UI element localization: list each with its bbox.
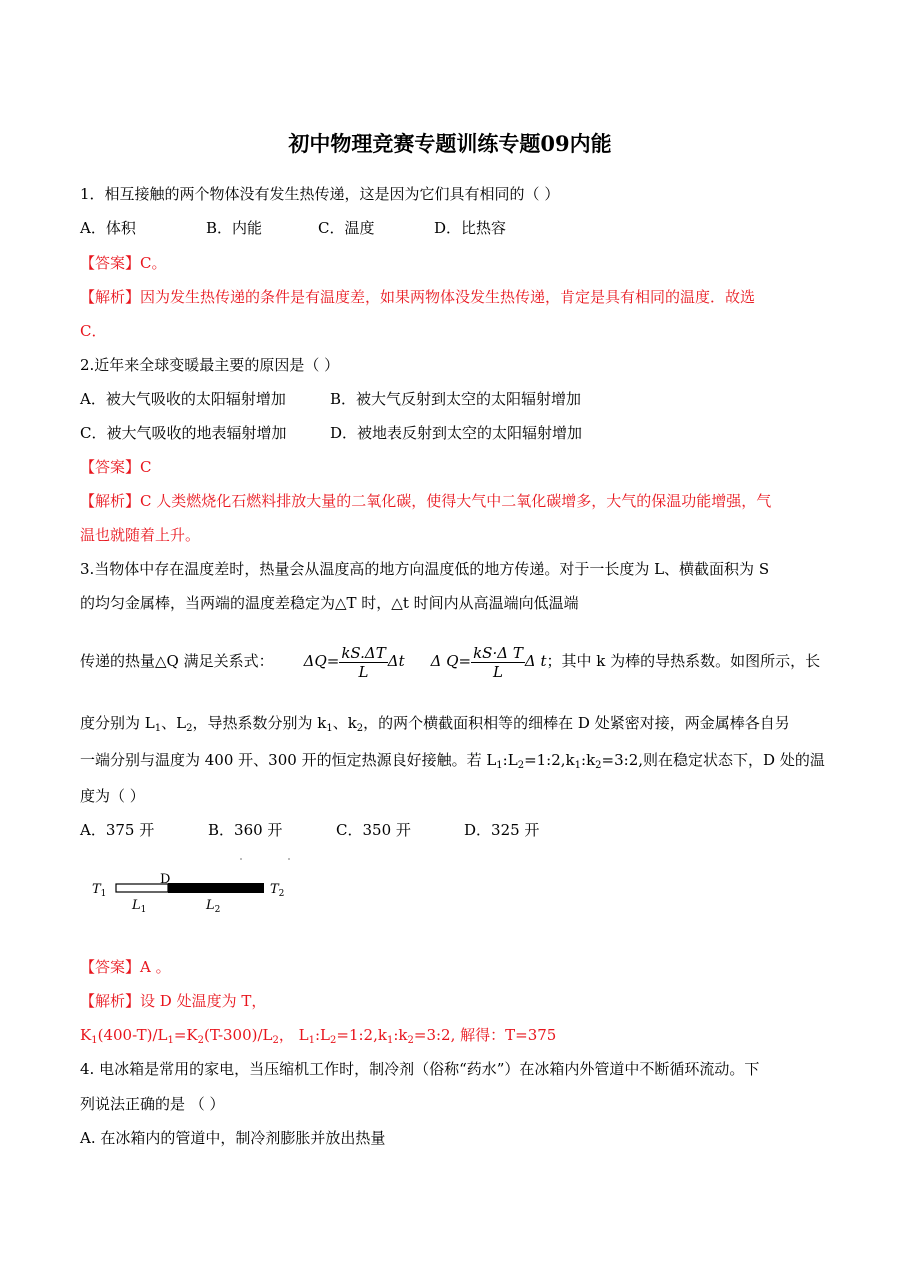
q3-answer: 【答案】A 。: [80, 958, 171, 976]
analysis-text: (400-T)/L: [97, 1026, 168, 1044]
q3-line5: [80, 750, 825, 770]
q2-option-b: B．被大气反射到太空的太阳辐射增加: [330, 390, 582, 408]
q1-answer: 【答案】C。: [80, 254, 167, 272]
analysis-subscript: 2: [407, 1035, 414, 1046]
q3-line4-d: 、k: [332, 714, 357, 732]
sub-1: 1: [574, 760, 582, 771]
q2-analysis-line2: 温也就随着上升。: [80, 526, 201, 544]
q1-analysis-line2: C．: [80, 322, 107, 340]
q3-options: [80, 820, 539, 840]
q3-option-d: D．325 开: [464, 821, 540, 839]
analysis-subscript: 2: [272, 1035, 279, 1046]
formula2-numerator: kS·Δ T: [473, 643, 523, 662]
analysis-subscript: 1: [91, 1035, 98, 1046]
q2-option-c: C．被大气吸收的地表辐射增加: [80, 424, 287, 442]
q3-option-b: B．360 开: [208, 821, 283, 839]
rod-l2: [168, 883, 264, 893]
formula2-denominator: L: [492, 662, 503, 681]
q3-line3-pre: 传递的热量△Q 满足关系式：: [80, 652, 274, 670]
sub-1: 1: [326, 723, 333, 734]
q4-option-a: A. 在冰箱内的管道中，制冷剂膨胀并放出热量: [80, 1129, 386, 1147]
formula2-fraction: [471, 644, 525, 681]
analysis-text: (T-300)/L: [204, 1026, 273, 1044]
q3-line5-b: :L: [502, 751, 518, 769]
analysis-subscript: 1: [386, 1035, 394, 1046]
analysis-text: :L: [315, 1026, 331, 1044]
junction-d-label: D: [160, 872, 171, 887]
speck: [240, 858, 242, 860]
q3-line5-a: 一端分别与温度为 400 开、300 开的恒定热源良好接触。若 L: [80, 751, 497, 769]
q2-option-a: A．被大气吸收的太阳辐射增加: [80, 390, 286, 408]
formula2-tail: Δ t: [524, 652, 547, 670]
sub-1: 1: [154, 723, 162, 734]
sub-2: 2: [356, 723, 364, 734]
t2-label: $T_2$: [270, 882, 285, 899]
q1-option-d: D．比热容: [434, 219, 507, 237]
q1-analysis-line1: 【解析】因为发生热传递的条件是有温度差，如果两物体没发生热传递，肯定是具有相同的温度．故选: [80, 288, 756, 306]
formula1-fraction: [339, 644, 387, 681]
q3-line3-post: ；其中 k 为棒的导热系数。如图所示，长: [546, 652, 821, 670]
q4-line2: 列说法正确的是 （ ）: [80, 1095, 225, 1113]
analysis-text: :k: [393, 1026, 408, 1044]
q2-answer: 【答案】C: [80, 458, 152, 476]
q3-option-c: C．350 开: [336, 821, 411, 839]
q2-stem: 2.近年来全球变暖最主要的原因是（ ）: [80, 356, 340, 374]
q3-line4: [80, 713, 790, 733]
q1-option-a: A．体积: [80, 219, 136, 237]
sub-2: 2: [517, 760, 525, 771]
q2-options-row2: [80, 423, 582, 443]
q1-option-b: B．内能: [206, 219, 263, 237]
l2-label: $L_2$: [206, 898, 221, 915]
formula1-lhs: ΔQ=: [303, 652, 340, 670]
analysis-subscript: 1: [167, 1035, 174, 1046]
q3-line1: 3.当物体中存在温度差时，热量会从温度高的地方向温度低的地方传递。对于一长度为 L、横截面积为 S: [80, 560, 770, 578]
analysis-subscript: 1: [308, 1035, 315, 1046]
q2-analysis-line1: 【解析】C 人类燃烧化石燃料排放大量的二氧化碳，使得大气中二氧化碳增多，大气的保温功能增强，气: [80, 492, 772, 510]
rod-diagram: [90, 868, 300, 918]
formula2-lhs: Δ Q=: [430, 652, 472, 670]
q4-line1: 4. 电冰箱是常用的家电，当压缩机工作时，制冷剂（俗称“药水”）在冰箱内外管道中不断循环流动。下: [80, 1060, 760, 1078]
q3-line6: 度为（ ）: [80, 787, 145, 805]
analysis-text: =3:2, 解得：T=375: [413, 1026, 557, 1044]
q3-line4-c: ，导热系数分别为 k: [192, 714, 327, 732]
q3-formula-line: [80, 642, 820, 681]
q3-line4-e: ，的两个横截面积相等的细棒在 D 处紧密对接，两金属棒各自另: [363, 714, 790, 732]
sub-2: 2: [186, 723, 193, 734]
analysis-text: =1:2,k: [336, 1026, 387, 1044]
sub-2: 2: [595, 760, 602, 771]
q3-option-a: A．375 开: [80, 821, 155, 839]
q3-line5-d: :k: [581, 751, 596, 769]
q3-line5-e: =3:2,则在稳定状态下，D 处的温: [601, 751, 825, 769]
q2-option-d: D．被地表反射到太空的太阳辐射增加: [330, 424, 583, 442]
q1-option-c: C．温度: [318, 219, 375, 237]
q1-stem: 1．相互接触的两个物体没有发生热传递，这是因为它们具有相同的（ ）: [80, 185, 560, 203]
q3-analysis-line2: [80, 1025, 556, 1045]
q3-analysis-line1: 【解析】设 D 处温度为 T，: [80, 992, 267, 1010]
page-title: 初中物理竞赛专题训练专题09内能: [288, 131, 612, 156]
analysis-text: ， L: [278, 1026, 309, 1044]
q3-line5-c: =1:2,k: [524, 751, 575, 769]
formula1-tail: Δt: [387, 652, 405, 670]
q1-options: [80, 218, 506, 238]
q3-line2: 的均匀金属棒，当两端的温度差稳定为△T 时，△t 时间内从高温端向低温端: [80, 594, 579, 612]
formula1-numerator: kS.ΔT: [341, 643, 386, 662]
analysis-subscript: 2: [330, 1035, 337, 1046]
analysis-text: K: [80, 1026, 92, 1044]
analysis-text: =K: [173, 1026, 198, 1044]
l1-label: $L_1$: [132, 898, 147, 915]
speck: [288, 858, 290, 860]
q3-line4-b: 、L: [161, 714, 187, 732]
formula1-denominator: L: [358, 662, 369, 681]
q2-options-row1: [80, 389, 581, 409]
q3-line4-a: 度分别为 L: [80, 714, 155, 732]
t1-label: $T_1$: [92, 882, 107, 899]
sub-1: 1: [496, 760, 503, 771]
analysis-subscript: 2: [197, 1035, 205, 1046]
